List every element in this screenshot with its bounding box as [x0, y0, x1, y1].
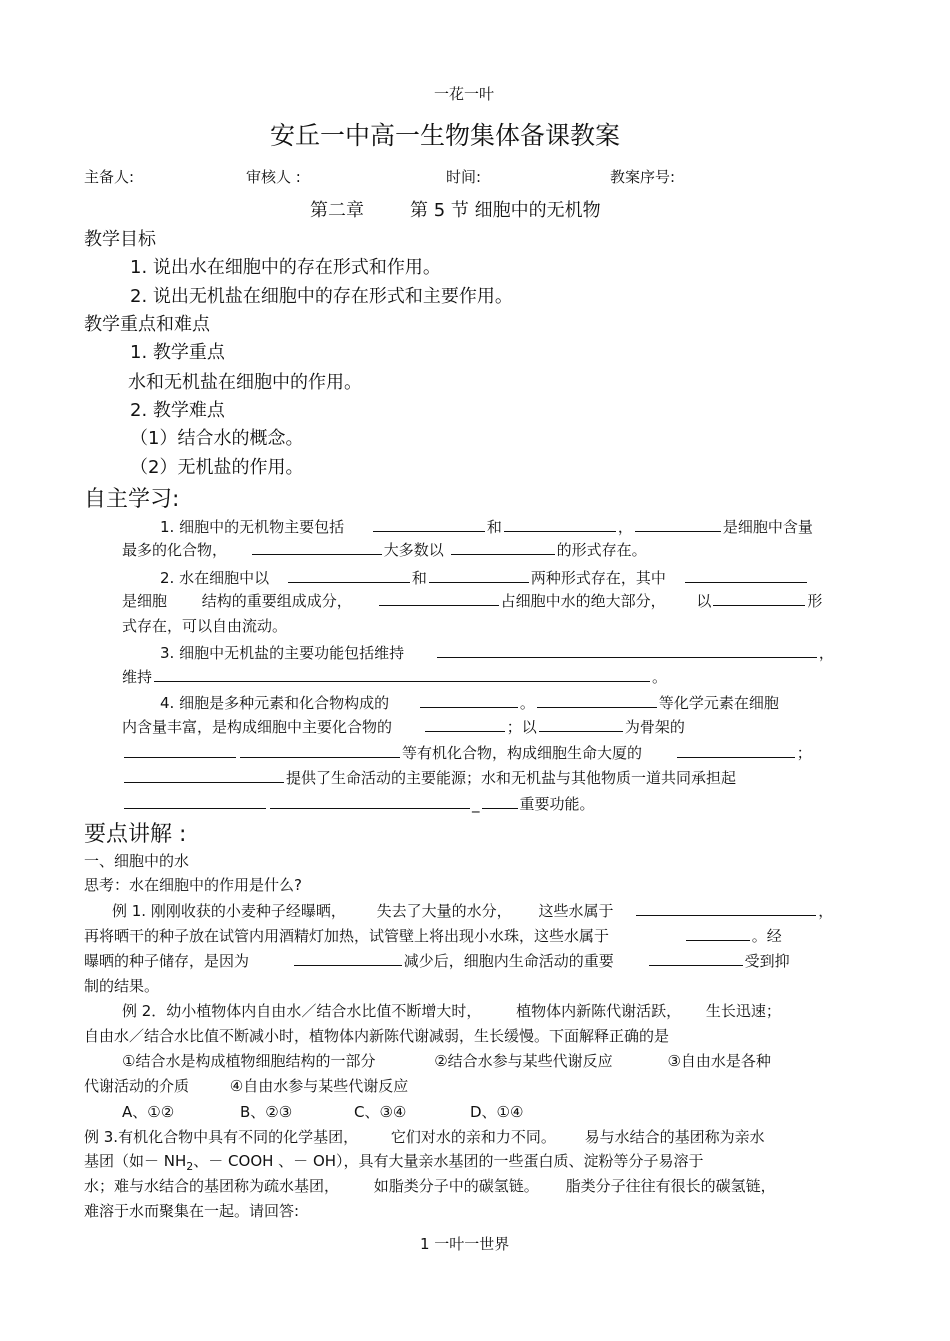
q1-comma: ， — [617, 518, 633, 536]
q4-text-7: 提供了生命活动的主要能源；水和无机盐与其他物质一道共同承担起 — [286, 769, 737, 787]
meta-serial: 教案序号: — [610, 168, 676, 186]
question-1-line-1 — [160, 516, 813, 537]
answer-blank[interactable] — [429, 567, 529, 583]
lecture-think: 思考：水在细胞中的作用是什么? — [84, 876, 302, 894]
example-3-line-4: 难溶于水而聚集在一起。请回答: — [84, 1202, 300, 1220]
q4-semicolon: ； — [796, 744, 812, 762]
ex3-subscript: 2 — [186, 1160, 194, 1173]
answer-blank[interactable] — [537, 692, 657, 708]
q4-underscore: _ — [472, 795, 480, 813]
answer-blank[interactable] — [425, 716, 505, 732]
q3-text-2: 维持 — [122, 668, 153, 686]
ex1-text: 例 1. 刚刚收获的小麦种子经曝晒， — [112, 902, 346, 920]
page-footer: 1 一叶一世界 — [420, 1235, 510, 1253]
question-4-line-4 — [122, 767, 736, 788]
ex1-comma: ， — [818, 902, 834, 920]
q2-text-4: 结构的重要组成成分， — [201, 592, 352, 610]
example-1-line-3 — [84, 950, 790, 971]
example-2-options — [122, 1101, 523, 1122]
question-4-line-5 — [122, 793, 595, 814]
q3-period: 。 — [652, 668, 668, 686]
q1-and: 和 — [486, 518, 502, 536]
ex3-text-3: 易与水结合的基团称为亲水 — [584, 1128, 765, 1146]
q3-comma: ， — [818, 644, 834, 662]
page-title: 安丘一中高一生物集体备课教案 — [270, 121, 621, 150]
example-3-line-3 — [84, 1175, 776, 1196]
answer-blank[interactable] — [124, 793, 266, 809]
q1-text: 1. 细胞中的无机物主要包括 — [160, 518, 345, 536]
q4-text-6: 等有机化合物，构成细胞生命大厦的 — [402, 744, 643, 762]
ex2-text-3: 生长迅速； — [705, 1002, 781, 1020]
q2-and: 和 — [411, 569, 427, 587]
answer-blank[interactable] — [270, 793, 470, 809]
q1-text-4: 大多数以 — [383, 541, 444, 559]
answer-blank[interactable] — [504, 516, 616, 532]
q2-text: 2. 水在细胞中以 — [160, 569, 270, 587]
answer-blank[interactable] — [482, 793, 518, 809]
ex3-text-4: 基团（如－ NH — [84, 1152, 187, 1170]
q2-text-2: 两种形式存在，其中 — [530, 569, 666, 587]
ex3-text-5: 、－ COOH 、－ OH），具有大量亲水基团的一些蛋白质、淀粉等分子易溶于 — [193, 1152, 704, 1170]
q2-text-6: 以 — [696, 592, 712, 610]
answer-blank[interactable] — [685, 567, 807, 583]
answer-blank[interactable] — [252, 539, 382, 555]
q4-text-4: ；以 — [506, 718, 537, 736]
q2-text-3: 是细胞 — [122, 592, 168, 610]
meta-reviewer: 审核人 : — [246, 168, 301, 186]
answer-blank[interactable] — [686, 925, 750, 941]
page-header-top: 一花一叶 — [434, 85, 495, 103]
q1-text-2: 是细胞中含量 — [722, 518, 813, 536]
goals-item-1: 1. 说出水在细胞中的存在形式和作用。 — [130, 257, 441, 278]
example-1-line-2 — [84, 925, 782, 946]
ex2-statement-3: ③自由水是各种 — [667, 1052, 771, 1070]
q1-text-3: 最多的化合物， — [122, 541, 228, 559]
answer-blank[interactable] — [294, 950, 402, 966]
ex1-text-7: 减少后，细胞内生命活动的重要 — [403, 952, 614, 970]
question-3-line-1 — [160, 642, 834, 663]
lecture-subheading-water: 一、细胞中的水 — [84, 852, 190, 870]
example-1-line-4: 制的结果。 — [84, 977, 160, 995]
meta-time: 时间: — [446, 168, 482, 186]
answer-blank[interactable] — [379, 590, 499, 606]
chapter-label: 第二章 — [310, 200, 364, 221]
question-2-line-3: 式存在，可以自由流动。 — [122, 617, 288, 635]
answer-blank[interactable] — [373, 516, 485, 532]
ex1-text-3: 这些水属于 — [538, 902, 614, 920]
q2-text-5: 占细胞中水的绝大部分， — [500, 592, 666, 610]
ex2-statement-1: ①结合水是构成植物细胞结构的一部分 — [122, 1052, 376, 1070]
question-4-line-2 — [122, 716, 685, 737]
example-2-line-1 — [122, 1000, 781, 1021]
option-b[interactable]: B、②③ — [240, 1103, 293, 1121]
answer-blank[interactable] — [677, 742, 795, 758]
question-4-line-3 — [122, 742, 812, 763]
answer-blank[interactable] — [124, 767, 284, 783]
answer-blank[interactable] — [636, 900, 816, 916]
example-2-line-2: 自由水／结合水比值不断减小时，植物体内新陈代谢减弱，生长缓慢。下面解释正确的是 — [84, 1027, 670, 1045]
example-2-line-3 — [122, 1050, 771, 1071]
section-label: 第 5 节 细胞中的无机物 — [410, 200, 601, 221]
ex1-text-2: 失去了大量的水分， — [376, 902, 512, 920]
self-study-heading: 自主学习: — [84, 487, 180, 512]
question-3-line-2 — [122, 666, 667, 687]
example-1-line-1 — [112, 900, 833, 921]
difficulty-item-1: （1）结合水的概念。 — [130, 428, 304, 449]
answer-blank[interactable] — [124, 742, 236, 758]
q4-text: 4. 细胞是多种元素和化合物构成的 — [160, 694, 390, 712]
keypoints-heading: 教学重点和难点 — [84, 314, 210, 335]
question-1-line-2 — [122, 539, 647, 560]
question-2-line-1 — [160, 567, 809, 588]
ex2-statement-2: ②结合水参与某些代谢反应 — [434, 1052, 613, 1070]
q4-text-2: 等化学元素在细胞 — [658, 694, 779, 712]
ex3-text: 例 3.有机化合物中具有不同的化学基团， — [84, 1128, 359, 1146]
answer-blank[interactable] — [539, 716, 623, 732]
goals-item-2: 2. 说出无机盐在细胞中的存在形式和主要作用。 — [130, 286, 513, 307]
meta-preparer: 主备人: — [84, 168, 135, 186]
answer-blank[interactable] — [288, 567, 410, 583]
question-4-line-1 — [160, 692, 779, 713]
ex3-text-7: 如脂类分子中的碳氢链。 — [373, 1177, 539, 1195]
example-3-line-1 — [84, 1126, 765, 1147]
answer-blank[interactable] — [240, 742, 400, 758]
ex3-text-8: 脂类分子往往有很长的碳氢链， — [565, 1177, 776, 1195]
key-text: 水和无机盐在细胞中的作用。 — [128, 372, 362, 393]
q4-period: 。 — [519, 694, 535, 712]
answer-blank[interactable] — [635, 516, 721, 532]
key-heading: 1. 教学重点 — [130, 342, 225, 363]
ex1-text-6: 曝晒的种子储存，是因为 — [84, 952, 250, 970]
example-2-line-4 — [84, 1075, 408, 1096]
answer-blank[interactable] — [451, 539, 555, 555]
lecture-heading: 要点讲解 : — [84, 822, 187, 847]
q2-text-7: 形 — [807, 592, 823, 610]
ex2-text: 例 2．幼小植物体内自由水／结合水比值不断增大时， — [122, 1002, 482, 1020]
goals-heading: 教学目标 — [84, 229, 156, 250]
answer-blank[interactable] — [437, 642, 817, 658]
q4-text-8: 重要功能。 — [519, 795, 595, 813]
example-3-line-2 — [84, 1150, 704, 1173]
ex3-text-6: 水；难与水结合的基团称为疏水基团， — [84, 1177, 340, 1195]
option-d[interactable]: D、①④ — [470, 1103, 524, 1121]
difficulty-heading: 2. 教学难点 — [130, 400, 225, 421]
option-a[interactable]: A、①② — [122, 1103, 175, 1121]
difficulty-item-2: （2）无机盐的作用。 — [130, 457, 304, 478]
ex2-statement-4: ④自由水参与某些代谢反应 — [229, 1077, 409, 1095]
answer-blank[interactable] — [420, 692, 518, 708]
answer-blank[interactable] — [154, 666, 650, 682]
q4-text-5: 为骨架的 — [624, 718, 685, 736]
ex1-text-8: 受到抑 — [744, 952, 790, 970]
ex1-text-5: 。经 — [751, 927, 782, 945]
answer-blank[interactable] — [713, 590, 805, 606]
ex2-text-2: 植物体内新陈代谢活跃， — [516, 1002, 682, 1020]
ex3-text-2: 它们对水的亲和力不同。 — [390, 1128, 556, 1146]
question-2-line-2 — [122, 590, 822, 611]
option-c[interactable]: C、③④ — [354, 1103, 407, 1121]
ex1-text-4: 再将晒干的种子放在试管内用酒精灯加热，试管壁上将出现小水珠，这些水属于 — [84, 927, 610, 945]
q4-text-3: 内含量丰富，是构成细胞中主要化合物的 — [122, 718, 393, 736]
answer-blank[interactable] — [649, 950, 743, 966]
q3-text: 3. 细胞中无机盐的主要功能包括维持 — [160, 644, 405, 662]
ex2-text-4: 代谢活动的介质 — [84, 1077, 190, 1095]
q1-text-5: 的形式存在。 — [556, 541, 647, 559]
